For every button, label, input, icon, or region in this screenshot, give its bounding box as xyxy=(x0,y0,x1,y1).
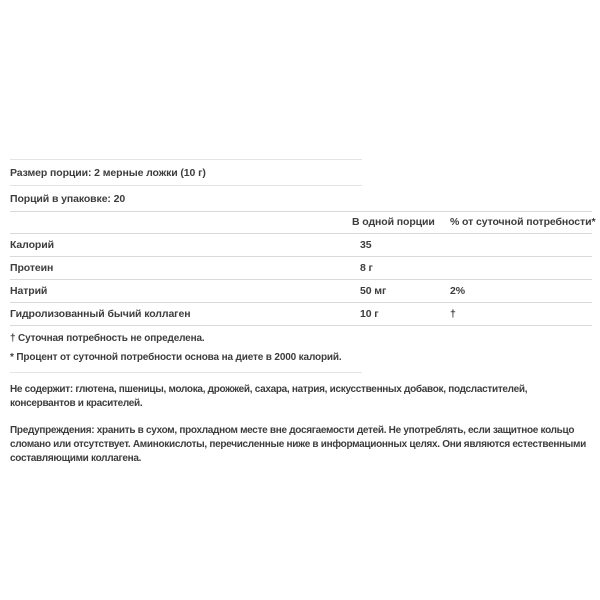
nutrient-amount: 35 xyxy=(360,239,372,251)
nutrient-daily-value xyxy=(450,262,592,274)
facts-table-header-row xyxy=(10,211,596,233)
nutrient-name: Протеин xyxy=(10,262,54,274)
column-header-per-serving: В одной порции xyxy=(352,216,435,228)
header-spacer xyxy=(10,216,360,228)
nutrient-daily-value xyxy=(450,239,592,251)
nutrient-name: Натрий xyxy=(10,285,48,297)
table-row-sodium xyxy=(10,279,592,302)
nutrient-amount: 8 г xyxy=(360,262,373,274)
table-row-calories xyxy=(10,233,592,256)
facts-table xyxy=(10,211,596,326)
warnings-text: Предупреждения: хранить в сухом, прохладном месте вне досягаемости детей. Не употреблять, если защитное кольцо сломано или отсутствует. Аминокислоты, перечисленные ниже в информационных целях. Они являются естественными составляющими коллагена. xyxy=(10,425,586,464)
free-of-text: Не содержит: глютена, пшеницы, молока, дрожжей, сахара, натрия, искусственных добавок, подсластителей, консервантов и красителей. xyxy=(10,384,528,409)
nutrient-daily-value: † xyxy=(450,308,456,320)
nutrient-daily-value: 2% xyxy=(450,285,465,297)
footnote-daily-value-not-established: † Суточная потребность не определена. xyxy=(10,333,205,344)
nutrient-name: Калорий xyxy=(10,239,54,251)
table-row-protein xyxy=(10,256,592,279)
divider xyxy=(10,372,362,373)
nutrient-amount: 10 г xyxy=(360,308,379,320)
label-content xyxy=(10,159,596,466)
serving-size-row: Размер порции: 2 мерные ложки (10 г) xyxy=(10,159,362,185)
table-row-collagen xyxy=(10,302,592,325)
column-header-daily-value: % от суточной потребности* xyxy=(450,216,596,228)
nutrient-name: Гидролизованный бычий коллаген xyxy=(10,308,191,320)
servings-per-container-row: Порций в упаковке: 20 xyxy=(10,185,362,211)
footnote-percent-daily-value: * Процент от суточной потребности основа на диете в 2000 калорий. xyxy=(10,352,342,363)
nutrient-amount: 50 мг xyxy=(360,285,387,297)
